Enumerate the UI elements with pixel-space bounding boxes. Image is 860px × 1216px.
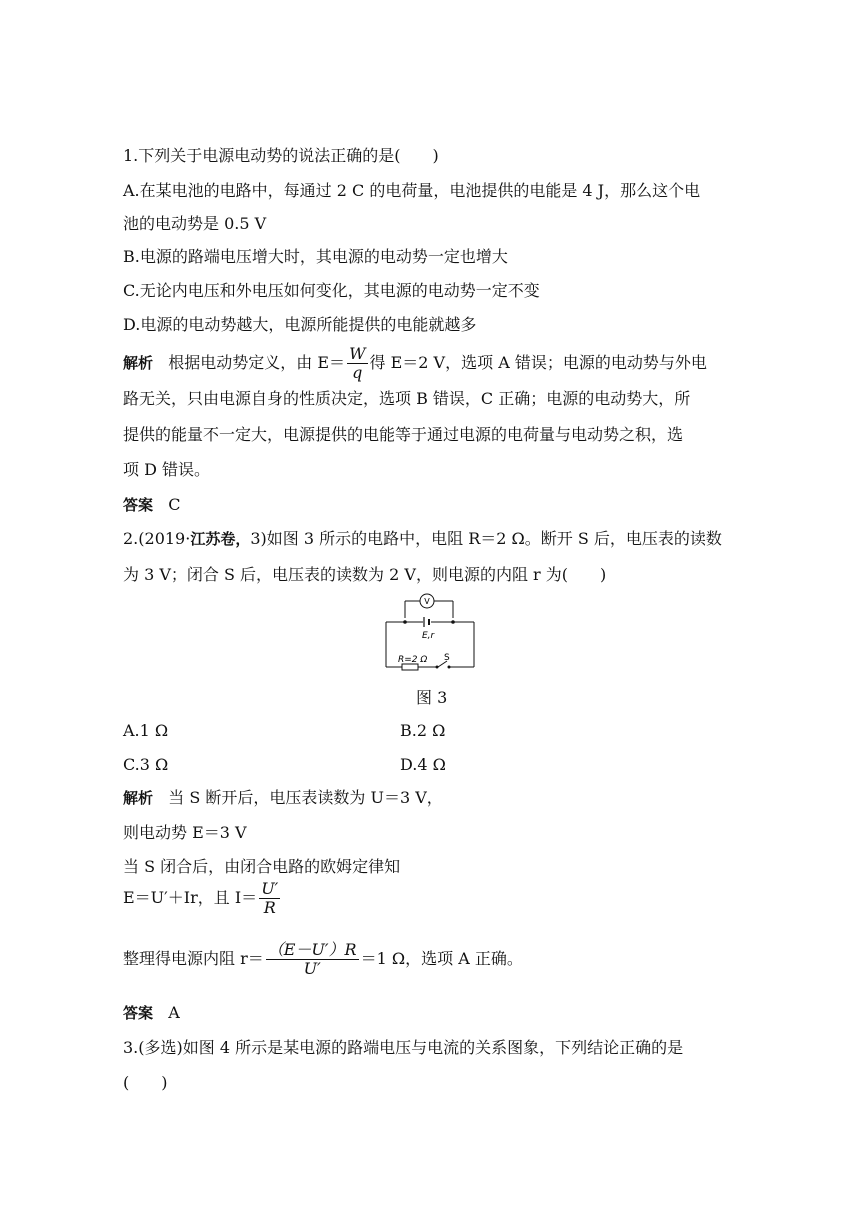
meter-label: V <box>424 597 430 606</box>
q1-analysis-line3: 提供的能量不一定大，电源提供的电能等于通过电源的电荷量与电动势之积，选 <box>123 425 684 444</box>
fraction-u-over-r: $\frac{U'}{R}$ <box>261 879 279 917</box>
switch-label: S <box>444 653 450 663</box>
q3-stem-line2: ( ) <box>123 1073 168 1092</box>
q1-analysis-line1 <box>123 345 707 382</box>
answer-label: 答案 <box>123 1004 154 1022</box>
circuit-diagram <box>380 590 480 675</box>
fraction-w-over-q: $\frac{W}{q}$ <box>349 344 366 382</box>
q2-analysis-line3: 当 S 闭合后，由闭合电路的欧姆定律知 <box>123 857 401 876</box>
q2-option-c: C.3 Ω <box>123 755 169 774</box>
q2-option-d: D.4 Ω <box>400 755 446 774</box>
q2-option-b: B.2 Ω <box>400 721 446 740</box>
q1-option-b: B.电源的路端电压增大时，其电源的电动势一定也增大 <box>123 247 508 266</box>
resistor-label: R=2 Ω <box>398 655 428 665</box>
q2-analysis-line2: 则电动势 E＝3 V <box>123 823 247 842</box>
q2-stem-line1: 2.(2019·江苏卷，3)如图 3 所示的电路中，电阻 R＝2 Ω。断开 S 后，电压表的读数 <box>123 529 722 548</box>
q2-option-a: A.1 Ω <box>123 721 169 740</box>
analysis-text: 得 E＝2 V，选项 A 错误；电源的电动势与外电 <box>369 353 707 372</box>
q1-option-c: C.无论内电压和外电压如何变化，其电源的电动势一定不变 <box>123 281 540 300</box>
q1-analysis-line2: 路无关，只由电源自身的性质决定，选项 B 错误，C 正确；电源的电动势大，所 <box>123 389 691 408</box>
q1-analysis-line4: 项 D 错误。 <box>123 460 211 479</box>
q2-analysis-line5: 整理得电源内阻 r＝ $\frac{(E-U')R}{U'}$ ＝1 Ω，选项 A 正确。 <box>123 940 523 978</box>
answer-value: C <box>168 495 181 514</box>
q1-option-a-line1: A.在某电池的电路中，每通过 2 C 的电荷量，电池提供的电能是 4 J，那么这个电 <box>123 181 701 200</box>
analysis-label: 解析 <box>123 354 154 372</box>
q3-stem-line1: 3.(多选)如图 4 所示是某电源的路端电压与电流的关系图象，下列结论正确的是 <box>123 1038 684 1057</box>
q1-option-a-line2: 池的电动势是 0.5 V <box>123 214 267 233</box>
q2-analysis-line4: E＝U′＋Ir，且 I＝ $\frac{U'}{R}$ <box>123 879 279 917</box>
analysis-label: 解析 <box>123 789 154 807</box>
q1-option-d: D.电源的电动势越大，电源所能提供的电能就越多 <box>123 315 477 334</box>
figure-caption: 图 3 <box>416 688 448 707</box>
answer-label: 答案 <box>123 496 154 514</box>
fraction-internal-resistance: $\frac{(E-U')R}{U'}$ <box>267 940 357 978</box>
q2-analysis-line1: 解析 当 S 断开后，电压表读数为 U＝3 V， <box>123 788 443 807</box>
q2-answer <box>123 1002 180 1024</box>
analysis-text: 根据电动势定义，由 E＝ <box>168 353 346 372</box>
q1-stem: 1.下列关于电源电动势的说法正确的是( ) <box>123 146 439 165</box>
q1-answer <box>123 494 181 516</box>
source-bold: 江苏卷， <box>190 530 251 548</box>
source-label: E,r <box>422 631 435 641</box>
answer-value: A <box>168 1003 180 1022</box>
q2-stem-line2: 为 3 V；闭合 S 后，电压表的读数为 2 V，则电源的内阻 r 为( ) <box>123 565 607 584</box>
